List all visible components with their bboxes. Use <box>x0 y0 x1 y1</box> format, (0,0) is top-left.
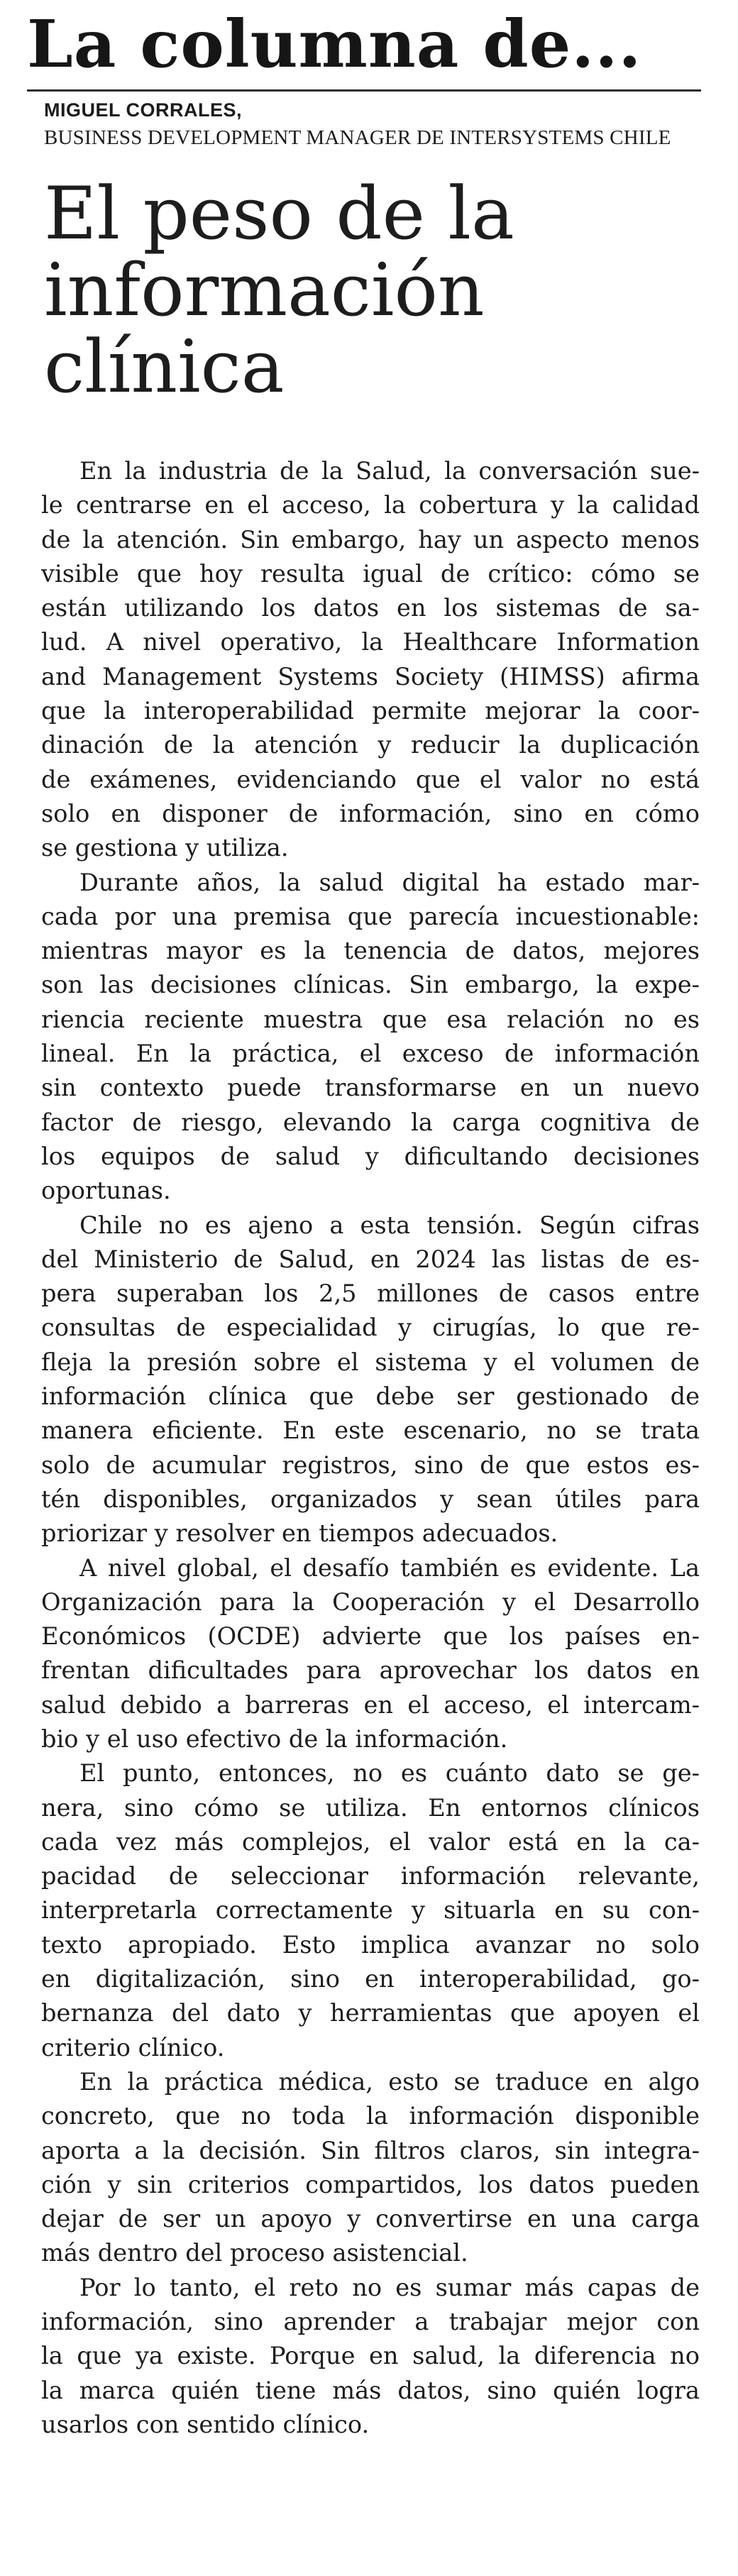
article-line: usarlos con sentido clínico. <box>41 2410 370 2438</box>
article-line: A nivel global, el desafío también es evidente. La <box>79 1553 700 1582</box>
article-line: bio y el uso efectivo de la información. <box>41 1724 508 1753</box>
article-line: pacidad de seleccionar información relevante, <box>41 1862 700 1890</box>
article-line: priorizar y resolver en tiempos adecuados. <box>41 1519 558 1548</box>
headline <box>44 172 711 409</box>
article-line: lud. A nivel operativo, la Healthcare Information <box>41 628 700 656</box>
article-line: consultas de especialidad y cirugías, lo que re- <box>41 1314 700 1342</box>
author-name: MIGUEL CORRALES, <box>44 99 243 121</box>
article-line: factor de riesgo, elevando la carga cognitiva de <box>41 1108 700 1136</box>
article-line: Por lo tanto, el reto no es sumar más capas de <box>79 2273 700 2301</box>
article-line: pera superaban los 2,5 millones de casos entre <box>41 1279 700 1308</box>
article-line: and Management Systems Society (HIMSS) afirma <box>41 662 700 690</box>
article-paragraph <box>41 1551 700 1757</box>
article-paragraph <box>41 1756 700 2065</box>
article-line: cada por una premisa que parecía incuestionable: <box>41 902 700 930</box>
article-line: solo de acumular registros, sino de que estos es- <box>41 1451 700 1479</box>
article-line: interpretarla correctamente y situarla en su con- <box>41 1896 700 1925</box>
article-line: le centrarse en el acceso, la cobertura y la calidad <box>41 491 700 519</box>
article-line: visible que hoy resulta igual de crítico: cómo se <box>41 559 700 588</box>
article-line: del Ministerio de Salud, en 2024 las listas de es- <box>41 1245 700 1273</box>
article-line: más dentro del proceso asistencial. <box>41 2239 468 2267</box>
article-line: frentan dificultades para aprovechar los datos en <box>41 1656 700 1685</box>
article-line: El punto, entonces, no es cuánto dato se ge- <box>79 1759 700 1788</box>
article-line: la marca quién tiene más datos, sino quién logra <box>41 2376 700 2404</box>
article-paragraph <box>41 866 700 1209</box>
article-paragraph <box>41 454 700 866</box>
article-line: Durante años, la salud digital ha estado mar- <box>79 868 700 896</box>
article-line: En la industria de la Salud, la conversación sue- <box>79 457 700 485</box>
article-line: Organización para la Cooperación y el Desarrollo <box>41 1587 700 1616</box>
article-line: mientras mayor es la tenencia de datos, mejores <box>41 937 700 965</box>
article-body <box>41 454 700 2442</box>
headline-line: clínica <box>44 325 285 409</box>
article-line: de la atención. Sin embargo, hay un aspecto menos <box>41 525 700 554</box>
article-line: están utilizando los datos en los sistemas de sa- <box>41 594 700 622</box>
article-line: información, sino aprender a trabajar mejor con <box>41 2308 700 2336</box>
article-line: tén disponibles, organizados y sean útiles para <box>41 1485 700 1513</box>
article-line: fleja la presión sobre el sistema y el volumen de <box>41 1348 700 1376</box>
article-line: lineal. En la práctica, el exceso de información <box>41 1040 700 1068</box>
article-line: concreto, que no toda la información disponible <box>41 2102 700 2130</box>
article-line: oportunas. <box>41 1177 171 1205</box>
article-line: En la práctica médica, esto se traduce en algo <box>79 2067 700 2096</box>
article-line: que la interoperabilidad permite mejorar la coor- <box>41 697 700 725</box>
headline-line: información <box>44 248 485 333</box>
article-line: texto apropiado. Esto implica avanzar no solo <box>41 1930 700 1959</box>
article-line: solo en disponer de información, sino en cómo <box>41 799 700 827</box>
article-line: Chile no es ajeno a esta tensión. Según cifras <box>79 1211 700 1239</box>
article-line: dejar de ser un apoyo y convertirse en una carga <box>41 2205 700 2233</box>
article-line: salud debido a barreras en el acceso, el intercam- <box>41 1690 700 1719</box>
article-line: los equipos de salud y dificultando decisiones <box>41 1142 700 1170</box>
article-line: se gestiona y utiliza. <box>41 834 289 862</box>
article-paragraph <box>41 2271 700 2442</box>
article-line: riencia reciente muestra que esa relación no es <box>41 1005 700 1033</box>
article-line: dinación de la atención y reducir la duplicación <box>41 731 700 759</box>
article-line: criterio clínico. <box>41 2033 225 2062</box>
article-paragraph <box>41 1209 700 1551</box>
author-role: BUSINESS DEVELOPMENT MANAGER DE INTERSYSTEMS CHILE <box>44 126 671 149</box>
article-line: Económicos (OCDE) advierte que los países en- <box>41 1622 700 1651</box>
article-line: sin contexto puede transformarse en un nuevo <box>41 1074 700 1102</box>
article-line: son las decisiones clínicas. Sin embargo, la expe- <box>41 971 700 999</box>
section-label: La columna de... <box>27 6 642 82</box>
article-line: bernanza del dato y herramientas que apoyen el <box>41 1999 700 2027</box>
headline-line: El peso de la <box>44 172 514 256</box>
article-line: cada vez más complejos, el valor está en la ca- <box>41 1827 700 1856</box>
header-rule <box>27 89 701 92</box>
article-line: en digitalización, sino en interoperabilidad, go- <box>41 1965 700 1993</box>
article-line: aporta a la decisión. Sin filtros claros, sin integra- <box>41 2136 700 2164</box>
article-paragraph <box>41 2065 700 2271</box>
article-line: información clínica que debe ser gestionado de <box>41 1382 700 1411</box>
article-line: nera, sino cómo se utiliza. En entornos clínicos <box>41 1793 700 1822</box>
article-line: ción y sin criterios compartidos, los datos pueden <box>41 2170 700 2198</box>
article-line: manera eficiente. En este escenario, no se trata <box>41 1416 700 1445</box>
article-line: de exámenes, evidenciando que el valor no está <box>41 765 700 793</box>
article-line: la que ya existe. Porque en salud, la diferencia no <box>41 2342 700 2370</box>
